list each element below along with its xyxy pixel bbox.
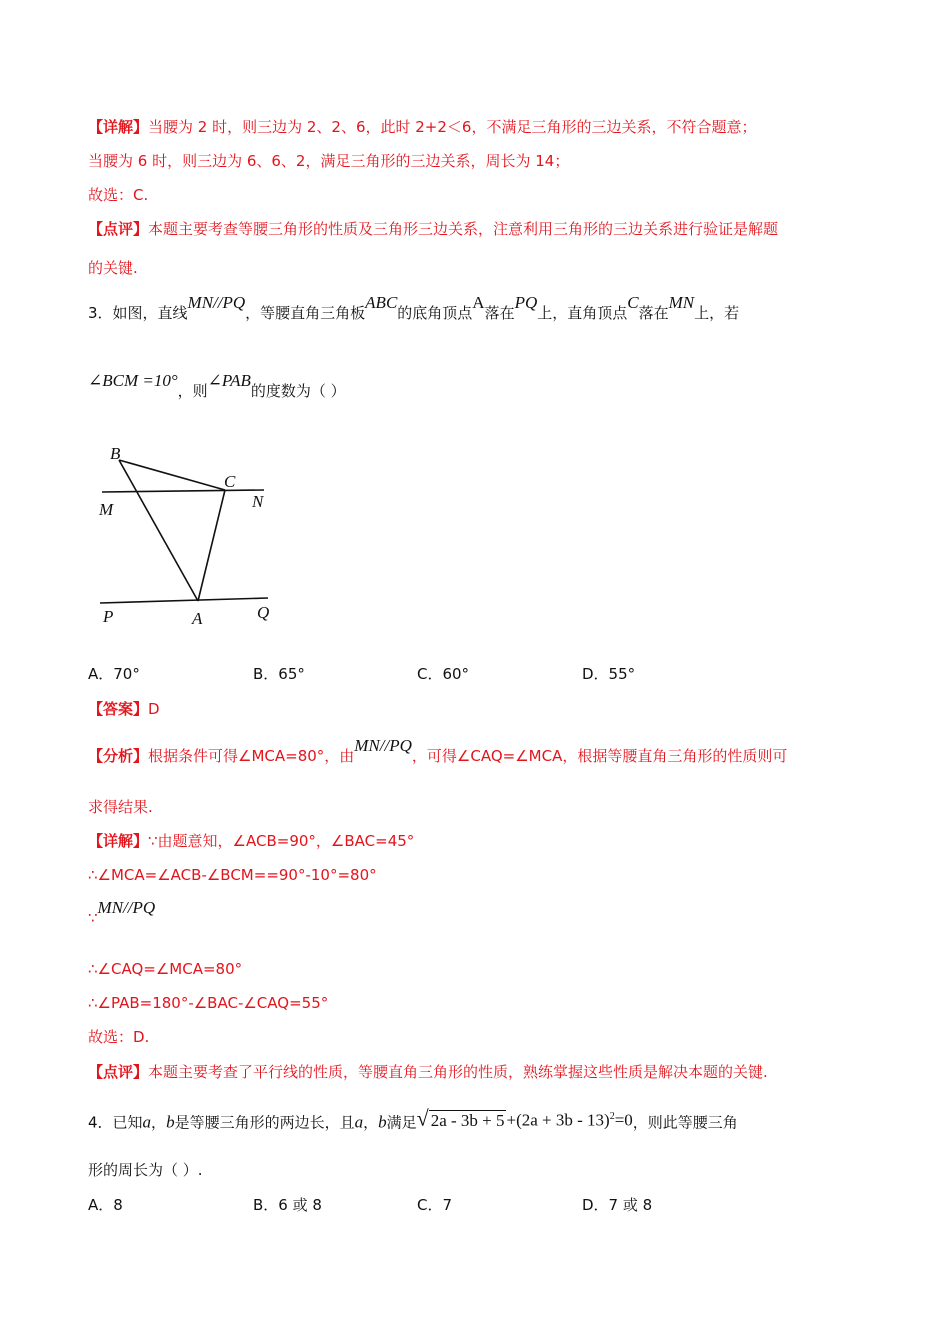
answer-tag: 【答案】 xyxy=(88,700,149,718)
q3-number: 3．如图，直线 xyxy=(88,304,188,322)
q3-text: 落在 xyxy=(638,304,669,322)
q4-math-a: a xyxy=(142,1112,152,1132)
q4-option-b[interactable]: B．6 或 8 xyxy=(253,1196,322,1214)
q4-text: 4．已知 xyxy=(88,1113,143,1132)
q2-detail-line2: 当腰为 6 时，则三边为 6、6、2，满足三角形的三边关系，周长为 14； xyxy=(88,152,570,170)
equals-zero: =0 xyxy=(614,1110,633,1130)
q3-option-c[interactable]: C．60° xyxy=(417,665,470,683)
q3-text: 的度数为（ ） xyxy=(250,382,346,400)
q3-answer xyxy=(88,699,160,719)
q4-option-d[interactable]: D．7 或 8 xyxy=(582,1196,653,1214)
q3-text: 落在 xyxy=(484,304,515,322)
q3-math-pab: ∠PAB xyxy=(207,371,251,390)
q3-comment xyxy=(88,1062,768,1082)
q3-detail-line3 xyxy=(88,898,156,928)
q3-option-d[interactable]: D．55° xyxy=(582,665,636,683)
q4-text: ， xyxy=(363,1113,379,1132)
q3-option-a[interactable]: A．70° xyxy=(88,665,140,683)
q4-math-b: b xyxy=(166,1112,175,1132)
q3-text: 上，若 xyxy=(694,304,740,322)
sqrt-expression: 2a - 3b + 5 xyxy=(430,1110,505,1130)
q4-option-a[interactable]: A．8 xyxy=(88,1196,123,1214)
comment-tag: 【点评】 xyxy=(88,1063,149,1081)
detail-tag: 【详解】 xyxy=(88,832,149,850)
q4-text: ，则此等腰三角 xyxy=(632,1113,738,1132)
label-m: M xyxy=(99,500,114,519)
analysis-tag: 【分析】 xyxy=(88,747,149,765)
q3-detail-line4: ∴∠CAQ=∠MCA=80° xyxy=(88,960,243,978)
label-q: Q xyxy=(257,603,270,622)
q4-stem-line2: 形的周长为（ ）. xyxy=(88,1161,203,1179)
q4-math-b: b xyxy=(378,1112,387,1132)
comment-text: 本题主要考查了平行线的性质，等腰直角三角形的性质，熟练掌握这些性质是解决本题的关键. xyxy=(148,1063,768,1081)
answer-value: D xyxy=(148,700,160,718)
comment-text: 本题主要考查等腰三角形的性质及三角形三边关系，注意利用三角形的三边关系进行验证是解题 xyxy=(148,220,779,238)
q4-option-c[interactable]: C．7 xyxy=(417,1196,453,1214)
q3-math-c: C xyxy=(627,293,639,312)
detail-text: ∵由题意知，∠ACB=90°，∠BAC=45° xyxy=(148,832,415,850)
q4-equation xyxy=(417,1107,633,1131)
q3-math-condition: ∠BCM =10° xyxy=(88,371,178,390)
label-n: N xyxy=(252,492,264,511)
q3-option-b[interactable]: B．65° xyxy=(253,665,305,683)
q3-math-abc: ABC xyxy=(365,293,398,312)
line-mn xyxy=(102,490,264,492)
q3-figure xyxy=(92,440,292,630)
q3-text: 上，直角顶点 xyxy=(537,304,628,322)
q3-choice: 故选：D. xyxy=(88,1028,150,1046)
analysis-text: 根据条件可得∠MCA=80°，由 xyxy=(148,747,355,765)
segment-bc xyxy=(119,460,225,490)
q4-text: 满足 xyxy=(386,1113,417,1132)
q4-text: ， xyxy=(151,1113,167,1132)
paren-expression: (2a + 3b - 13) xyxy=(516,1110,610,1130)
because-symbol: ∵ xyxy=(88,909,98,927)
q3-text: ，则 xyxy=(177,382,208,400)
q3-detail-line5: ∴∠PAB=180°-∠BAC-∠CAQ=55° xyxy=(88,994,329,1012)
q3-stem-line2 xyxy=(88,371,346,401)
analysis-math-mn-pq: MN//PQ xyxy=(354,736,412,755)
q4-stem-line1 xyxy=(88,1105,738,1133)
exponent: 2 xyxy=(609,1111,615,1122)
detail-tag: 【详解】 xyxy=(88,118,149,136)
segment-ca xyxy=(198,490,225,601)
sqrt-symbol: √ xyxy=(416,1105,429,1131)
q3-analysis-line2: 求得结果. xyxy=(88,798,153,816)
q3-math-mn-pq: MN//PQ xyxy=(187,293,246,312)
label-p: P xyxy=(103,607,114,626)
q3-text: ，等腰直角三角板 xyxy=(245,304,366,322)
q2-comment-line2: 的关键. xyxy=(88,259,138,277)
q4-math-a: a xyxy=(354,1112,364,1132)
comment-tag: 【点评】 xyxy=(88,220,149,238)
q3-math-a: A xyxy=(472,293,485,312)
q3-math-pq: PQ xyxy=(514,293,538,312)
detail-math-mn-pq: MN//PQ xyxy=(97,898,156,917)
q3-detail-line2: ∴∠MCA=∠ACB-∠BCM==90°-10°=80° xyxy=(88,866,377,884)
label-b: B xyxy=(110,444,121,463)
label-a: A xyxy=(192,609,203,628)
q2-choice: 故选：C. xyxy=(88,186,149,204)
analysis-text: ，可得∠CAQ=∠MCA，根据等腰直角三角形的性质则可 xyxy=(411,747,788,765)
q3-math-mn: MN xyxy=(668,293,695,312)
line-pq xyxy=(100,598,268,603)
label-c: C xyxy=(224,472,236,491)
q3-stem-line1 xyxy=(88,293,740,323)
q2-comment-line1 xyxy=(88,219,778,239)
q3-analysis-line1 xyxy=(88,736,788,766)
q3-detail-line1 xyxy=(88,831,414,851)
detail-text: 当腰为 2 时，则三边为 2、2、6，此时 2+2＜6，不满足三角形的三边关系，不符合题意； xyxy=(148,118,757,136)
q3-text: 的底角顶点 xyxy=(397,304,473,322)
segment-ba xyxy=(119,460,198,601)
q2-detail-line1 xyxy=(88,117,756,137)
plus-sign: + xyxy=(506,1110,517,1130)
q4-text: 是等腰三角形的两边长，且 xyxy=(174,1113,355,1132)
